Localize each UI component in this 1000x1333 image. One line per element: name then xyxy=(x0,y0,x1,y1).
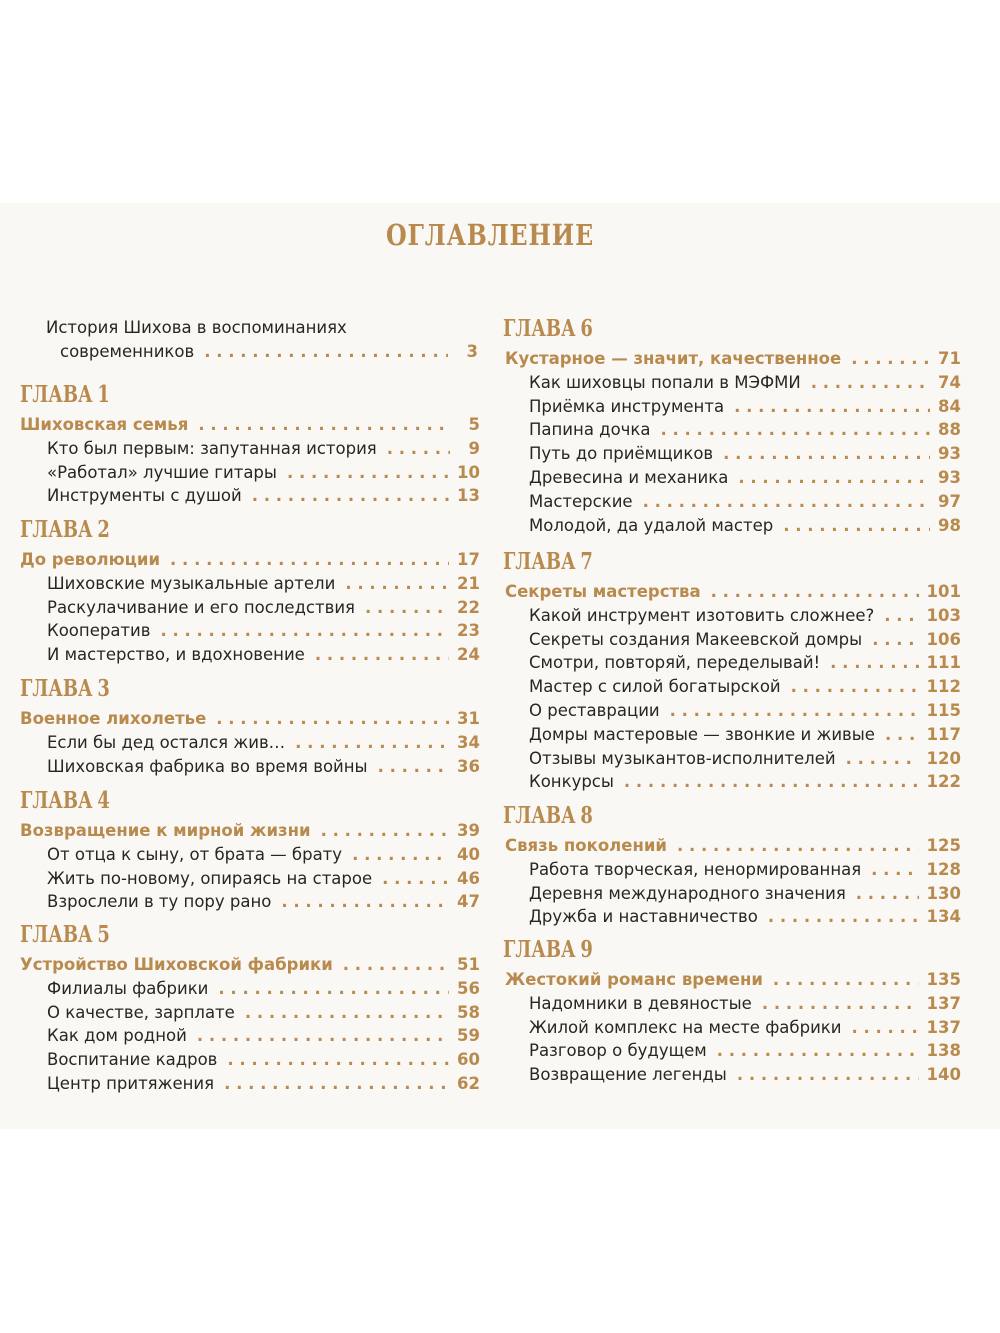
leader-dots xyxy=(738,468,930,487)
entry-title: Жестокий романс времени xyxy=(505,970,763,989)
entry-page: 112 xyxy=(926,677,961,697)
entry-title: Приёмка инструмента xyxy=(529,396,725,416)
leader-dots xyxy=(315,645,449,664)
entry-title: Отзывы музыкантов-исполнителей xyxy=(529,748,836,768)
entry-title: О реставрации xyxy=(529,701,660,720)
entry-page: 13 xyxy=(457,486,480,506)
toc-entry[interactable] xyxy=(47,598,480,617)
chapter-heading xyxy=(503,802,593,829)
entry-title: Филиалы фабрики xyxy=(47,978,209,998)
entry-page: 135 xyxy=(926,970,961,989)
toc-entry[interactable] xyxy=(529,994,961,1013)
toc-entry[interactable] xyxy=(529,492,961,511)
chapter-label: ГЛАВА xyxy=(20,675,93,702)
toc-entry[interactable] xyxy=(47,733,480,752)
chapter-heading xyxy=(20,516,110,543)
leader-dots xyxy=(717,1041,919,1060)
entry-title: Воспитание кадров xyxy=(47,1050,218,1070)
leader-dots xyxy=(170,550,449,569)
leader-dots xyxy=(387,439,450,458)
toc-section-entry[interactable] xyxy=(505,836,961,855)
entry-title: Жилой комплекс на месте фабрики xyxy=(529,1017,842,1037)
toc-entry-intro[interactable] xyxy=(60,342,478,361)
leader-dots xyxy=(872,630,918,649)
leader-dots xyxy=(670,701,919,720)
entry-title: «Работал» лучшие гитары xyxy=(47,462,277,482)
leader-dots xyxy=(856,884,919,903)
entry-title: Молодой, да удалой мастер xyxy=(529,515,774,535)
entry-title: Военное лихолетье xyxy=(20,709,207,728)
toc-page xyxy=(0,203,1000,1129)
leader-dots xyxy=(161,621,450,640)
toc-entry[interactable] xyxy=(47,645,480,664)
entry-title: Разговор о будущем xyxy=(529,1041,707,1061)
entry-title: Как дом родной xyxy=(47,1026,187,1046)
leader-dots xyxy=(762,994,919,1013)
chapter-heading xyxy=(20,787,110,814)
entry-title: От отца к сыну, от брата — брату xyxy=(47,844,343,864)
toc-entry[interactable] xyxy=(47,845,480,864)
leader-dots xyxy=(711,582,919,601)
page-title: ОГЛАВЛЕНИЕ xyxy=(385,218,595,252)
leader-dots xyxy=(734,397,930,416)
leader-dots xyxy=(643,492,930,511)
chapter-heading xyxy=(503,315,593,342)
leader-dots xyxy=(851,349,930,368)
chapter-number: 8 xyxy=(580,802,593,829)
toc-entry[interactable] xyxy=(529,444,961,463)
entry-title: Связь поколений xyxy=(505,836,667,855)
entry-page: 93 xyxy=(938,444,961,464)
entry-page: 62 xyxy=(457,1074,480,1093)
entry-page: 3 xyxy=(466,342,478,361)
entry-title: Кто был первым: запутанная история xyxy=(47,438,377,458)
entry-title: Устройство Шиховской фабрики xyxy=(20,955,333,974)
toc-entry[interactable] xyxy=(47,463,480,482)
entry-title: Папина дочка xyxy=(529,420,651,440)
entry-page: 101 xyxy=(926,582,961,601)
entry-title: Мастерские xyxy=(529,491,633,511)
entry-page: 10 xyxy=(457,462,480,482)
entry-title: Раскулачивание и его последствия xyxy=(47,597,355,617)
entry-page: 98 xyxy=(938,515,961,535)
leader-dots xyxy=(791,677,919,696)
toc-section-entry[interactable] xyxy=(505,582,961,601)
leader-dots xyxy=(773,970,919,989)
leader-dots xyxy=(321,821,449,840)
entry-page: 74 xyxy=(938,372,961,392)
toc-entry[interactable] xyxy=(47,1074,480,1093)
toc-entry[interactable] xyxy=(529,860,961,879)
entry-page: 24 xyxy=(457,645,480,665)
toc-entry[interactable] xyxy=(47,892,480,911)
chapter-label: ГЛАВА xyxy=(20,516,93,543)
leader-dots xyxy=(846,749,919,768)
chapter-number: 2 xyxy=(97,516,110,543)
entry-title: Секреты создания Макеевской домры xyxy=(529,629,863,649)
entry-title: Мастер с силой богатырской xyxy=(529,677,781,697)
leader-dots xyxy=(352,845,449,864)
toc-entry[interactable] xyxy=(529,1065,961,1084)
toc-entry[interactable] xyxy=(47,1050,480,1069)
toc-entry[interactable] xyxy=(529,468,961,487)
entry-title: Инструменты с душой xyxy=(47,486,242,506)
chapter-label: ГЛАВА xyxy=(20,381,93,408)
entry-page: 47 xyxy=(457,892,480,912)
leader-dots xyxy=(216,709,449,728)
chapter-label: ГЛАВА xyxy=(20,921,93,948)
leader-dots xyxy=(218,979,449,998)
toc-section-entry[interactable] xyxy=(20,709,480,728)
chapter-number: 6 xyxy=(580,315,593,342)
chapter-number: 4 xyxy=(97,787,110,814)
toc-entry[interactable] xyxy=(529,725,961,744)
entry-page: 93 xyxy=(938,468,961,487)
entry-page: 71 xyxy=(938,349,961,368)
entry-title: Смотри, повторяй, переделывай! xyxy=(529,653,821,673)
entry-page: 120 xyxy=(926,748,961,768)
leader-dots xyxy=(295,733,449,752)
leader-dots xyxy=(382,869,449,888)
leader-dots xyxy=(345,574,449,593)
toc-entry[interactable] xyxy=(47,869,480,888)
leader-dots xyxy=(811,373,930,392)
entry-page: 84 xyxy=(938,396,961,416)
entry-title: современников xyxy=(60,342,195,361)
toc-entry[interactable] xyxy=(529,630,961,649)
leader-dots xyxy=(737,1065,919,1084)
toc-entry[interactable] xyxy=(47,979,480,998)
entry-page: 9 xyxy=(468,438,480,458)
entry-page: 58 xyxy=(457,1002,480,1022)
toc-entry[interactable] xyxy=(529,1018,961,1037)
leader-dots xyxy=(677,836,919,855)
entry-title: Как шиховцы попали в МЭФМИ xyxy=(529,372,801,392)
entry-page: 46 xyxy=(457,868,480,888)
entry-title: Кустарное — значит, качественное xyxy=(505,349,842,368)
entry-page: 128 xyxy=(926,859,961,879)
leader-dots xyxy=(378,757,449,776)
leader-dots xyxy=(343,955,449,974)
leader-dots xyxy=(365,598,449,617)
toc-entry[interactable] xyxy=(529,606,961,625)
leader-dots xyxy=(287,463,449,482)
entry-page: 106 xyxy=(926,629,961,649)
entry-page: 5 xyxy=(468,415,480,434)
chapter-number: 5 xyxy=(97,921,110,948)
entry-page: 59 xyxy=(457,1026,480,1046)
entry-page: 134 xyxy=(926,907,961,927)
toc-entry[interactable] xyxy=(47,1003,480,1022)
entry-title: Шиховская фабрика во время войны xyxy=(47,756,368,776)
entry-page: 17 xyxy=(457,550,480,569)
chapter-label: ГЛАВА xyxy=(20,787,93,814)
toc-entry[interactable] xyxy=(529,373,961,392)
toc-entry[interactable] xyxy=(529,397,961,416)
toc-section-entry[interactable] xyxy=(20,821,480,840)
toc-entry[interactable] xyxy=(47,621,480,640)
toc-entry[interactable] xyxy=(529,516,961,535)
entry-title: Возвращение легенды xyxy=(529,1065,727,1085)
toc-section-entry[interactable] xyxy=(20,955,480,974)
entry-title: Секреты мастерства xyxy=(505,582,701,601)
entry-page: 115 xyxy=(926,701,961,720)
entry-page: 88 xyxy=(938,420,961,440)
entry-page: 97 xyxy=(938,491,961,511)
entry-page: 21 xyxy=(457,573,480,593)
leader-dots xyxy=(624,772,919,791)
entry-title: Какой инструмент изотовить сложнее? xyxy=(529,605,875,625)
toc-entry[interactable] xyxy=(529,677,961,696)
leader-dots xyxy=(723,444,930,463)
chapter-label: ГЛАВА xyxy=(503,936,576,963)
leader-dots xyxy=(252,486,449,505)
leader-dots xyxy=(227,1050,449,1069)
entry-title: Кооператив xyxy=(47,621,151,641)
entry-title: Домры мастеровые — звонкие и живые xyxy=(529,724,875,744)
toc-entry[interactable] xyxy=(529,1041,961,1060)
toc-entry[interactable] xyxy=(529,701,961,720)
leader-dots xyxy=(783,516,930,535)
leader-dots xyxy=(871,860,918,879)
chapter-heading xyxy=(20,675,110,702)
entry-title: Возвращение к мирной жизни xyxy=(20,821,311,840)
entry-title: Центр притяжения xyxy=(47,1074,215,1093)
leader-dots xyxy=(885,725,919,744)
entry-title: О качестве, зарплате xyxy=(47,1002,235,1022)
entry-page: 60 xyxy=(457,1050,480,1070)
entry-title: Взрослели в ту пору рано xyxy=(47,892,272,912)
entry-title: Путь до приёмщиков xyxy=(529,444,714,464)
leader-dots xyxy=(198,415,450,434)
entry-title: Дружба и наставничество xyxy=(529,907,758,927)
entry-page: 31 xyxy=(457,709,480,728)
entry-page: 117 xyxy=(926,724,961,744)
intro-line-1: История Шихова в воспоминаниях xyxy=(46,318,347,337)
chapter-heading xyxy=(20,921,110,948)
chapter-heading xyxy=(503,936,593,963)
entry-page: 39 xyxy=(457,821,480,840)
toc-entry[interactable] xyxy=(529,420,961,439)
toc-entry[interactable] xyxy=(47,757,480,776)
toc-entry[interactable] xyxy=(47,439,480,458)
entry-title: Шиховская семья xyxy=(20,415,189,434)
entry-title: Жить по-новому, опираясь на старое xyxy=(47,868,373,888)
entry-page: 34 xyxy=(457,732,480,752)
leader-dots xyxy=(884,606,918,625)
toc-entry[interactable] xyxy=(529,749,961,768)
toc-section-entry[interactable] xyxy=(20,415,480,434)
entry-page: 137 xyxy=(926,1017,961,1037)
chapter-heading xyxy=(503,548,593,575)
entry-title: До революции xyxy=(20,550,161,569)
entry-title: Работа творческая, ненормированная xyxy=(529,859,862,879)
entry-page: 130 xyxy=(926,883,961,903)
entry-title: Надомники в девяностые xyxy=(529,993,752,1013)
leader-dots xyxy=(204,342,448,361)
entry-page: 125 xyxy=(926,836,961,855)
chapter-number: 3 xyxy=(97,675,110,702)
leader-dots xyxy=(197,1026,449,1045)
entry-title: Деревня международного значения xyxy=(529,883,846,903)
leader-dots xyxy=(852,1018,919,1037)
toc-section-entry[interactable] xyxy=(505,349,961,368)
chapter-label: ГЛАВА xyxy=(503,315,576,342)
toc-entry[interactable] xyxy=(529,884,961,903)
leader-dots xyxy=(661,420,931,439)
entry-page: 138 xyxy=(926,1041,961,1061)
toc-section-entry[interactable] xyxy=(20,550,480,569)
entry-page: 36 xyxy=(457,756,480,776)
entry-title: Если бы дед остался жив… xyxy=(47,732,286,752)
chapter-label: ГЛАВА xyxy=(503,802,576,829)
toc-section-entry[interactable] xyxy=(505,970,961,989)
toc-entry[interactable] xyxy=(47,486,480,505)
toc-entry[interactable] xyxy=(529,653,961,672)
leader-dots xyxy=(245,1003,449,1022)
chapter-label: ГЛАВА xyxy=(503,548,576,575)
leader-dots xyxy=(830,653,918,672)
entry-page: 23 xyxy=(457,621,480,641)
entry-page: 140 xyxy=(926,1065,961,1085)
entry-title: И мастерство, и вдохновение xyxy=(47,645,305,665)
entry-page: 122 xyxy=(926,772,961,792)
toc-entry[interactable] xyxy=(529,772,961,791)
chapter-number: 9 xyxy=(580,936,593,963)
chapter-number: 7 xyxy=(580,548,593,575)
entry-title: Шиховские музыкальные артели xyxy=(47,573,336,593)
entry-title: Древесина и механика xyxy=(529,468,729,487)
entry-title: Конкурсы xyxy=(529,772,614,792)
entry-page: 137 xyxy=(926,993,961,1013)
entry-page: 40 xyxy=(457,844,480,864)
entry-page: 51 xyxy=(457,955,480,974)
chapter-number: 1 xyxy=(97,381,110,408)
toc-entry[interactable] xyxy=(47,1026,480,1045)
entry-page: 111 xyxy=(926,653,961,673)
leader-dots xyxy=(768,907,919,926)
toc-entry[interactable] xyxy=(529,907,961,926)
entry-page: 22 xyxy=(457,597,480,617)
chapter-heading xyxy=(20,381,110,408)
leader-dots xyxy=(281,892,449,911)
toc-entry[interactable] xyxy=(47,574,480,593)
entry-page: 103 xyxy=(926,605,961,625)
leader-dots xyxy=(224,1074,449,1093)
entry-page: 56 xyxy=(457,978,480,998)
